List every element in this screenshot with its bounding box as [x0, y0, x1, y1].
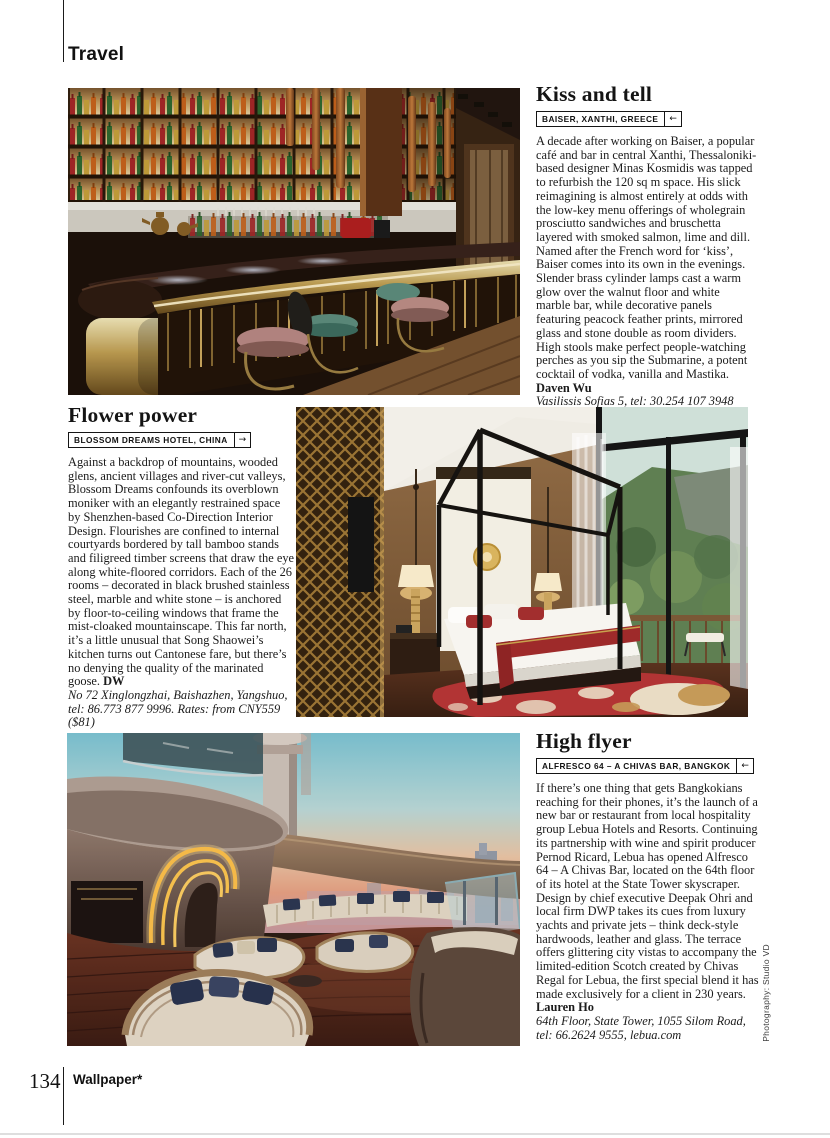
article-body [68, 456, 295, 689]
article-body-text: A decade after working on Baiser, a popular café and bar in central Xanthi, Thessaloniki-based designer Minas Kosmidis was tapped to refurbish the 120 sq m space. His slick reimagining is almost entirely at odds with the low-key menu offerings of wholegrain prosciutto sandwiches and bruschetta layered with smoked salmon, lime and dill. Named after the French word for ‘kiss’, Baiser comes into its own in the evenings. Slender brass cylinder lamps cast a warm glow over the walnut floor and white marble bar, while decorative panels featuring peacock feather prints, mirrored glass and stone double as room dividers. High stools make perfect people-watching perches as you sip the Submarine, a potent cocktail of vodka, vanilla and Mastika. [536, 134, 757, 381]
magazine-name: Wallpaper* [73, 1072, 143, 1087]
rooftop-terrace-photo [67, 733, 520, 1046]
bar-interior-photo [68, 88, 520, 395]
rooftop-terrace-illustration [67, 733, 520, 1046]
article-contact: Vasilissis Sofias 5, tel: 30.254 107 3948 [536, 394, 734, 409]
location-tag [536, 111, 682, 127]
left-arrow-icon: ← [664, 112, 681, 126]
section-label: Travel [68, 44, 125, 65]
article-body-text: Against a backdrop of mountains, wooded glens, ancient villages and river-cut valleys, Blossom Dreams confounds its overblown moniker with an elegantly restrained space by Shenzhen-based Co-Direction Interior Design. Flourishes are confined to internal courtyards bordered by tall bamboo stands and filigreed timber screens that draw the eye along white-floored corridors. Each of the 26 rooms – decorated in black brushed stainless steel, marble and white stone – is anchored by floor-to-ceiling windows that frame the mist-cloaked mountainscape. This far north, it’s a little unusual that Song Shaowei’s kitchen turns out Cantonese fare, but there’s no denying the quality of the marinated goose. [68, 455, 295, 689]
bedroom-illustration [296, 407, 748, 717]
page-number: 134 [29, 1069, 61, 1093]
lattice-screen [296, 407, 384, 717]
bedroom-photo [296, 407, 748, 717]
right-arrow-icon: → [234, 433, 251, 447]
location-tag [68, 432, 251, 448]
section-rule [63, 0, 64, 62]
article-byline: Daven Wu [536, 380, 592, 395]
nightstand [390, 633, 440, 677]
article-byline: Lauren Ho [536, 1000, 594, 1015]
article-body-text: If there’s one thing that gets Bangkokians reaching for their phones, it’s the launch of a new bar or restaurant from local hospitality group Lebua Hotels and Resorts. Continuing its partnership with wine and spirit producer Pernod Ricard, Lebua has opened Alfresco 64 – A Chivas Bar, located on the 64th floor of its hotel at the State Tower skyscraper. Design by chief executive Deepak Ohri and local firm DWP takes its cues from luxury yachts and private jets – think deck-style hardwoods, leather and glass. The terrace offers glittering city vistas to accompany the limited-edition Scotch created by Chivas Regal for Lebua, the first special blend it has made exclusively for a client in 230 years. [536, 781, 759, 1001]
article-title: High flyer [536, 729, 632, 753]
article-contact: No 72 Xinglongzhai, Baishazhen, Yangshuo, tel: 86.773 877 9996. Rates: from CNY559 ($81) [68, 687, 288, 730]
article-kiss-and-tell [536, 82, 757, 409]
left-arrow-icon: ← [736, 759, 753, 773]
article-contact: 64th Floor, State Tower, 1055 Silom Road, tel: 66.2624 9555, lebua.com [536, 1013, 746, 1042]
footer-rule [63, 1067, 64, 1125]
article-byline: DW [103, 674, 125, 689]
article-title: Kiss and tell [536, 82, 653, 106]
article-flower-power [68, 403, 295, 730]
location-tag-label: BAISER, XANTHI, GREECE [542, 114, 659, 124]
article-high-flyer [536, 729, 759, 1042]
location-tag-label: BLOSSOM DREAMS HOTEL, CHINA [74, 435, 228, 445]
bottom-hairline [0, 1133, 830, 1135]
article-body [536, 782, 759, 1015]
location-tag-label: ALFRESCO 64 – A CHIVAS BAR, BANGKOK [542, 761, 731, 771]
location-tag [536, 758, 754, 774]
photo-credit: Photography: Studio VD [761, 944, 771, 1042]
article-body [536, 135, 757, 395]
article-title: Flower power [68, 403, 198, 427]
bar-interior-illustration [68, 88, 520, 395]
